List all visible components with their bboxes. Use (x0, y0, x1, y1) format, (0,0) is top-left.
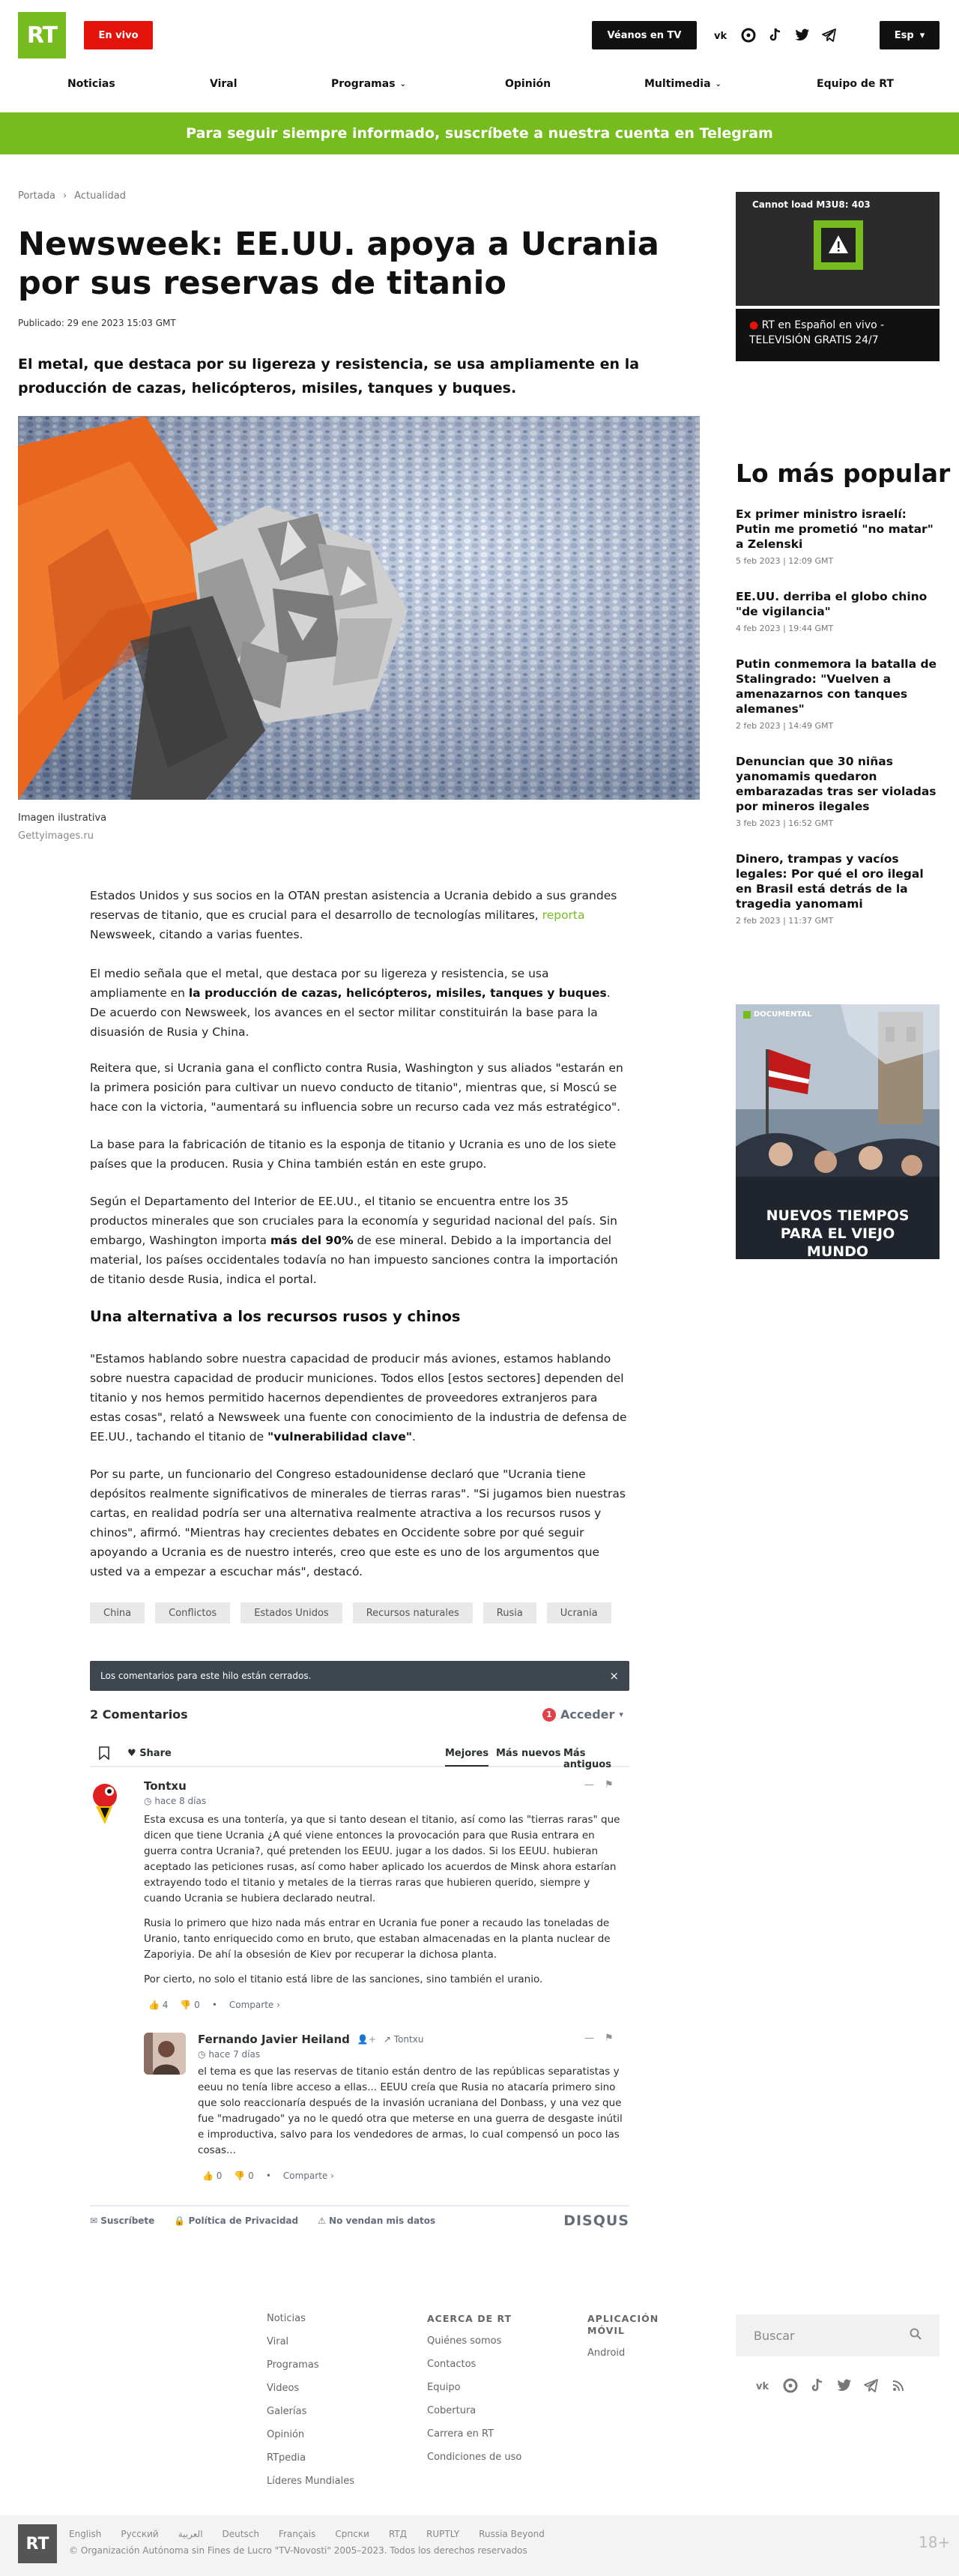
footer-link[interactable]: Galerías (267, 2406, 307, 2417)
tiktok-icon[interactable] (767, 27, 784, 43)
sort-oldest-tab[interactable]: Más antiguos (563, 1748, 611, 1770)
footer-link[interactable]: Programas (267, 2359, 319, 2371)
language-link[interactable]: RTД (388, 2529, 408, 2539)
comment-actions (584, 2033, 614, 2044)
upvote-button[interactable]: 👍 0 (202, 2171, 223, 2181)
language-links (69, 2529, 545, 2539)
comment-footer: 👍 0 👎 0 • Comparte › (202, 2171, 334, 2181)
live-button[interactable]: En vivo (84, 21, 153, 49)
popular-title: Lo más popular (736, 459, 951, 488)
do-not-sell-link[interactable]: ⚠ No vendan mis datos (318, 2215, 436, 2226)
ok-icon[interactable] (782, 2377, 799, 2394)
rss-icon[interactable] (890, 2377, 907, 2394)
telegram-icon[interactable] (863, 2377, 880, 2394)
sort-best-tab[interactable]: Mejores (445, 1748, 488, 1767)
image-credit: Gettyimages.ru (18, 830, 94, 842)
subscribe-link[interactable]: ✉ Suscríbete (90, 2215, 155, 2226)
footer-link[interactable]: Carrera en RT (427, 2428, 494, 2440)
main-nav (0, 67, 959, 105)
article-paragraph: Estados Unidos y sus socios en la OTAN prestan asistencia a Ucrania debido a sus grandes reservas de titanio, que es crucial para el desarrollo de tecnologías militares, reporta Newsweek, citando a varias fuentes. (90, 889, 617, 941)
follow-icon[interactable]: 👤+ (357, 2034, 376, 2045)
footer-col-app (587, 2313, 670, 2365)
search-input[interactable]: Buscar (736, 2314, 940, 2356)
telegram-banner[interactable]: Para seguir siempre informado, suscríbete a nuestra cuenta en Telegram (0, 112, 959, 154)
watch-tv-button[interactable]: Véanos en TV (592, 21, 697, 49)
share-button[interactable]: ♥ Share (127, 1748, 172, 1759)
upvote-button[interactable]: 👍 4 (148, 2000, 169, 2010)
twitter-icon[interactable] (836, 2377, 853, 2394)
comment-sort-bar (90, 1740, 629, 1770)
svg-text:vk: vk (714, 31, 727, 40)
footer-link[interactable]: Líderes Mundiales (267, 2476, 354, 2487)
chevron-down-icon: ⌄ (399, 79, 406, 88)
footer-col-about (427, 2313, 521, 2469)
svg-text:vk: vk (756, 2381, 769, 2391)
collapse-icon[interactable]: — (584, 2033, 594, 2044)
footer-link[interactable]: Equipo (427, 2382, 461, 2393)
comment-author[interactable]: Fernando Javier Heiland (198, 2033, 350, 2046)
footer-link[interactable]: Contactos (427, 2359, 477, 2370)
search-icon[interactable] (910, 2328, 922, 2343)
avatar[interactable] (90, 1781, 120, 1826)
comment-actions (584, 1779, 614, 1791)
footer-link[interactable]: Noticias (267, 2313, 306, 2324)
ok-icon[interactable] (740, 27, 757, 43)
disqus-logo[interactable]: DISQUS (563, 2212, 629, 2229)
comment-footer: 👍 4 👎 0 • Comparte › (148, 2000, 280, 2010)
tag[interactable]: Ucrania (547, 1602, 611, 1623)
article-paragraph: "Estamos hablando sobre nuestra capacidad de producir más aviones, estamos hablando sobre nuestra capacidad de producir municiones. Todos ellos [estos sectores] dependen del titanio y nos hemos permitido hacernos dependientes de proveedores extranjeros para estas cosas", relató a Newsweek una fuente con conocimiento de la industria de defensa de EE.UU., tachando el titanio de "vulnerabilidad clave". (90, 1352, 627, 1444)
close-icon[interactable]: × (609, 1669, 619, 1683)
live-tv-link[interactable]: ● RT en Español en vivo - TELEVISIÓN GRATIS 24/7 (736, 309, 940, 361)
article-lead: El metal, que destaca por su ligereza y resistencia, se usa ampliamente en la producción de cazas, helicópteros, misiles, tanques y buques. (18, 356, 640, 396)
tag-list (90, 1602, 611, 1623)
avatar[interactable] (144, 2033, 186, 2075)
nav-item[interactable]: Multimedia ⌄ (644, 78, 721, 90)
telegram-icon[interactable] (821, 27, 838, 43)
source-link[interactable]: reporta (542, 908, 585, 922)
twitter-icon[interactable] (794, 27, 811, 43)
language-link[interactable]: Russia Beyond (479, 2529, 545, 2539)
image-caption: Imagen ilustrativa (18, 812, 107, 824)
footer-link[interactable]: Quiénes somos (427, 2335, 502, 2347)
language-link[interactable]: Deutsch (222, 2529, 259, 2539)
notification-badge: 1 (542, 1708, 556, 1722)
comment-author[interactable]: Tontxu (144, 1779, 187, 1793)
article-paragraph: El medio señala que el metal, que destaca por su ligereza y resistencia, se usa ampliamente en la producción de cazas, helicópteros, misiles, tanques y buques. De acuerdo con Newsweek, los avances en el sector militar constituirán la base para la disuasión de Rusia y China. (90, 967, 611, 1039)
footer-heading: ACERCA DE RT (427, 2313, 512, 2324)
footer-link[interactable]: Viral (267, 2336, 289, 2347)
nav-item[interactable]: Programas ⌄ (331, 78, 406, 90)
promo-title: NUEVOS TIEMPOS PARA EL VIEJO MUNDO (766, 1207, 910, 1259)
footer-col-sections (267, 2307, 354, 2493)
rt-logo[interactable]: RT (18, 12, 66, 58)
article-paragraph: La base para la fabricación de titanio es la esponja de titanio y Ucrania es uno de los siete países que la producen. Rusia y China también están en este grupo. (90, 1138, 617, 1171)
warning-icon (814, 220, 863, 270)
promo-tag: DOCUMENTAL (743, 1010, 812, 1019)
article-subheading: Una alternativa a los recursos rusos y chinos (90, 1308, 461, 1325)
popular-item[interactable]: Ex primer ministro israelí: Putin me prometió "no matar" a Zelenski 5 feb 2023 | 12:09 GMT (736, 507, 934, 566)
comment-time[interactable]: ◷ hace 7 días (198, 2049, 261, 2060)
tag[interactable]: Estados Unidos (240, 1602, 342, 1623)
footer-link[interactable]: RTpedia (267, 2452, 306, 2464)
comment-count: 2 Comentarios (90, 1707, 188, 1722)
breadcrumb-item[interactable]: Portada (18, 190, 55, 202)
login-menu[interactable]: 1 Acceder ▾ (542, 1707, 623, 1722)
popular-item[interactable]: Denuncian que 30 niñas yanomamis quedaron embarazadas tras ser violadas por mineros ilegales 3 feb 2023 | 16:52 GMT (736, 755, 937, 828)
header-socials (713, 27, 838, 43)
downvote-button[interactable]: 👎 0 (234, 2171, 254, 2181)
nav-item[interactable]: Noticias (67, 78, 115, 90)
chevron-right-icon: › (62, 190, 67, 202)
documentary-promo[interactable] (736, 1004, 940, 1259)
vk-icon[interactable] (755, 2377, 772, 2394)
language-link[interactable]: Српски (335, 2529, 369, 2539)
flag-icon[interactable]: ⚑ (605, 2033, 614, 2044)
reply-to[interactable]: ↗ Tontxu (383, 2034, 424, 2045)
player-error: Cannot load M3U8: 403 (752, 199, 871, 210)
privacy-link[interactable]: 🔒 Política de Privacidad (174, 2215, 299, 2226)
popular-item[interactable]: EE.UU. derriba el globo chino "de vigilancia" 4 feb 2023 | 19:44 GMT (736, 590, 928, 633)
footer-link[interactable]: Android (587, 2347, 626, 2359)
downvote-button[interactable]: 👎 0 (180, 2000, 200, 2010)
article-paragraph: Por su parte, un funcionario del Congreso estadounidense declaró que "Ucrania tiene depósitos realmente significativos de minerales de tierras raras". "Si jugamos bien nuestras cartas, en realidad podría ser una alternativa realmente atractiva a los recursos rusos y chinos", afirmó. "Mientras hay crecientes debates en Occidente sobre por qué seguir apoyando a Ucrania es de nuestro interés, creo que este es uno de los argumentos que usted va a empezar a escuchar más", destacó. (90, 1468, 626, 1578)
tag[interactable]: China (90, 1602, 145, 1623)
tag[interactable]: Conflictos (155, 1602, 230, 1623)
language-link[interactable]: English (69, 2529, 102, 2539)
clock-icon: ◷ (198, 2049, 206, 2060)
age-rating: 18+ (919, 2533, 951, 2551)
nav-item[interactable]: Opinión (505, 78, 551, 90)
article-paragraph: Reitera que, si Ucrania gana el conflicto contra Rusia, Washington y sus aliados "estarán en la primera posición para cultivar un nuevo conducto de titanio", mientras que, si Moscú se hace con la victoria, "aumentará su influencia sobre un recurso cada vez más estratégico". (90, 1061, 623, 1114)
chevron-down-icon: ▾ (919, 29, 925, 41)
language-link[interactable]: العربية (178, 2529, 203, 2539)
footer-logo[interactable]: RT (18, 2524, 57, 2563)
publish-date: Publicado: 29 ene 2023 15:03 GMT (18, 318, 176, 328)
tag[interactable]: Rusia (483, 1602, 536, 1623)
comment-body: Esta excusa es una tontería, ya que si tanto desean el titanio, así como las "tierras raras" que dicen que tiene Ucrania ¿A qué viene entonces la provocación para que Rusia entrara en guerra contra Ucrania?, qué pretenden los EEUU. jugar a los dados. Si los EEUU. hubieran aceptado las peticiones rusas, así como haber aplicado los acuerdos de Minsk ahora estarían extrayendo todo el titanio y metales de la tierras raras que hubieren querido, siempre y cuando Ucrania se hubiera declarado neutral. Rusia lo primero que hizo nada más entrar en Ucrania fue poner a recaudo las toneladas de Uranio, tanto enriquecido como en bruto, que estaban almacenadas en la planta nuclear de Zaporiyia. De ahí la obsesión de Kiev por recuperar la dichosa planta. Por cierto, no solo el titanio está libre de las sanciones, sino también el uranio. (144, 1814, 620, 1985)
share-link[interactable]: Comparte › (282, 2171, 334, 2181)
popular-item[interactable]: Dinero, trampas y vacíos legales: Por qué el oro ilegal en Brasil está detrás de la tragedia yanomami 2 feb 2023 | 11:37 GMT (736, 852, 924, 926)
live-dot-icon: ● (749, 319, 759, 331)
clock-icon: ◷ (144, 1796, 152, 1806)
bookmark-icon[interactable] (99, 1746, 109, 1763)
comment-body: el tema es que las reservas de titanio están dentro de las repúblicas separatistas y eeuu no tenía libre acceso a ellas... EEUU creía que Rusia no atacaría primero sino que solo reaccionaría después de la invasión ucraniana del Donbass, y una vez que fue "madrugado" ya no le quedó otra que meterse en una guerra de desgaste inútil e improductiva, salvo para los vendedores de armas, lo cual compensó un poco las cosas... (198, 2066, 623, 2156)
disqus-footer (90, 2205, 629, 2235)
vk-icon[interactable] (713, 27, 730, 43)
comments-closed-notice: Los comentarios para este hilo están cerrados. × (90, 1661, 629, 1691)
language-link[interactable]: RUPTLY (426, 2529, 460, 2539)
article-paragraph: Según el Departamento del Interior de EE.UU., el titanio se encuentra entre los 35 productos minerales que son cruciales para la economía y seguridad nacional del país. Sin embargo, Washington importa más del 90% de ese mineral. Debido a la importancia del material, los países occidentales todavía no han impuesto sanciones contra la importación de titanio desde Rusia, indica el portal. (90, 1195, 618, 1286)
chevron-down-icon: ▾ (619, 1710, 623, 1719)
chevron-down-icon: ⌄ (715, 79, 721, 88)
nav-item[interactable]: Equipo de RT (817, 78, 894, 90)
language-link[interactable]: Français (278, 2529, 316, 2539)
collapse-icon[interactable]: — (584, 1779, 594, 1791)
footer-socials (755, 2377, 907, 2394)
flag-icon[interactable]: ⚑ (605, 1779, 614, 1791)
footer-link[interactable]: Cobertura (427, 2405, 477, 2416)
breadcrumb-item[interactable]: Actualidad (74, 190, 126, 202)
language-label: Esp (894, 29, 914, 41)
share-link[interactable]: Comparte › (229, 2000, 280, 2010)
tag[interactable]: Recursos naturales (353, 1602, 473, 1623)
hero-image (18, 416, 700, 800)
footer-link[interactable]: Videos (267, 2383, 300, 2394)
footer-heading: APLICACIÓN MÓVIL (587, 2313, 659, 2336)
footer-link[interactable]: Condiciones de uso (427, 2452, 522, 2463)
tiktok-icon[interactable] (809, 2377, 826, 2394)
footer-link[interactable]: Opinión (267, 2429, 305, 2440)
sort-newest-tab[interactable]: Más nuevos (496, 1748, 561, 1759)
popular-item[interactable]: Putin conmemora la batalla de Stalingrado: "Vuelven a amenazarnos con tanques alemanes" 2 feb 2023 | 14:49 GMT (736, 657, 937, 731)
comment-time[interactable]: ◷ hace 8 días (144, 1796, 207, 1806)
copyright: © Organización Autónoma sin Fines de Lucro "TV-Novosti" 2005–2023. Todos los derechos reservados (69, 2545, 527, 2556)
comment-header (198, 2033, 423, 2046)
live-video-player[interactable] (736, 192, 940, 306)
language-selector[interactable] (880, 21, 940, 49)
language-link[interactable]: Русский (121, 2529, 159, 2539)
breadcrumb (18, 190, 126, 202)
article-title: Newsweek: EE.UU. apoya a Ucrania por sus reservas de titanio (18, 226, 659, 302)
nav-item[interactable]: Viral (210, 78, 238, 90)
